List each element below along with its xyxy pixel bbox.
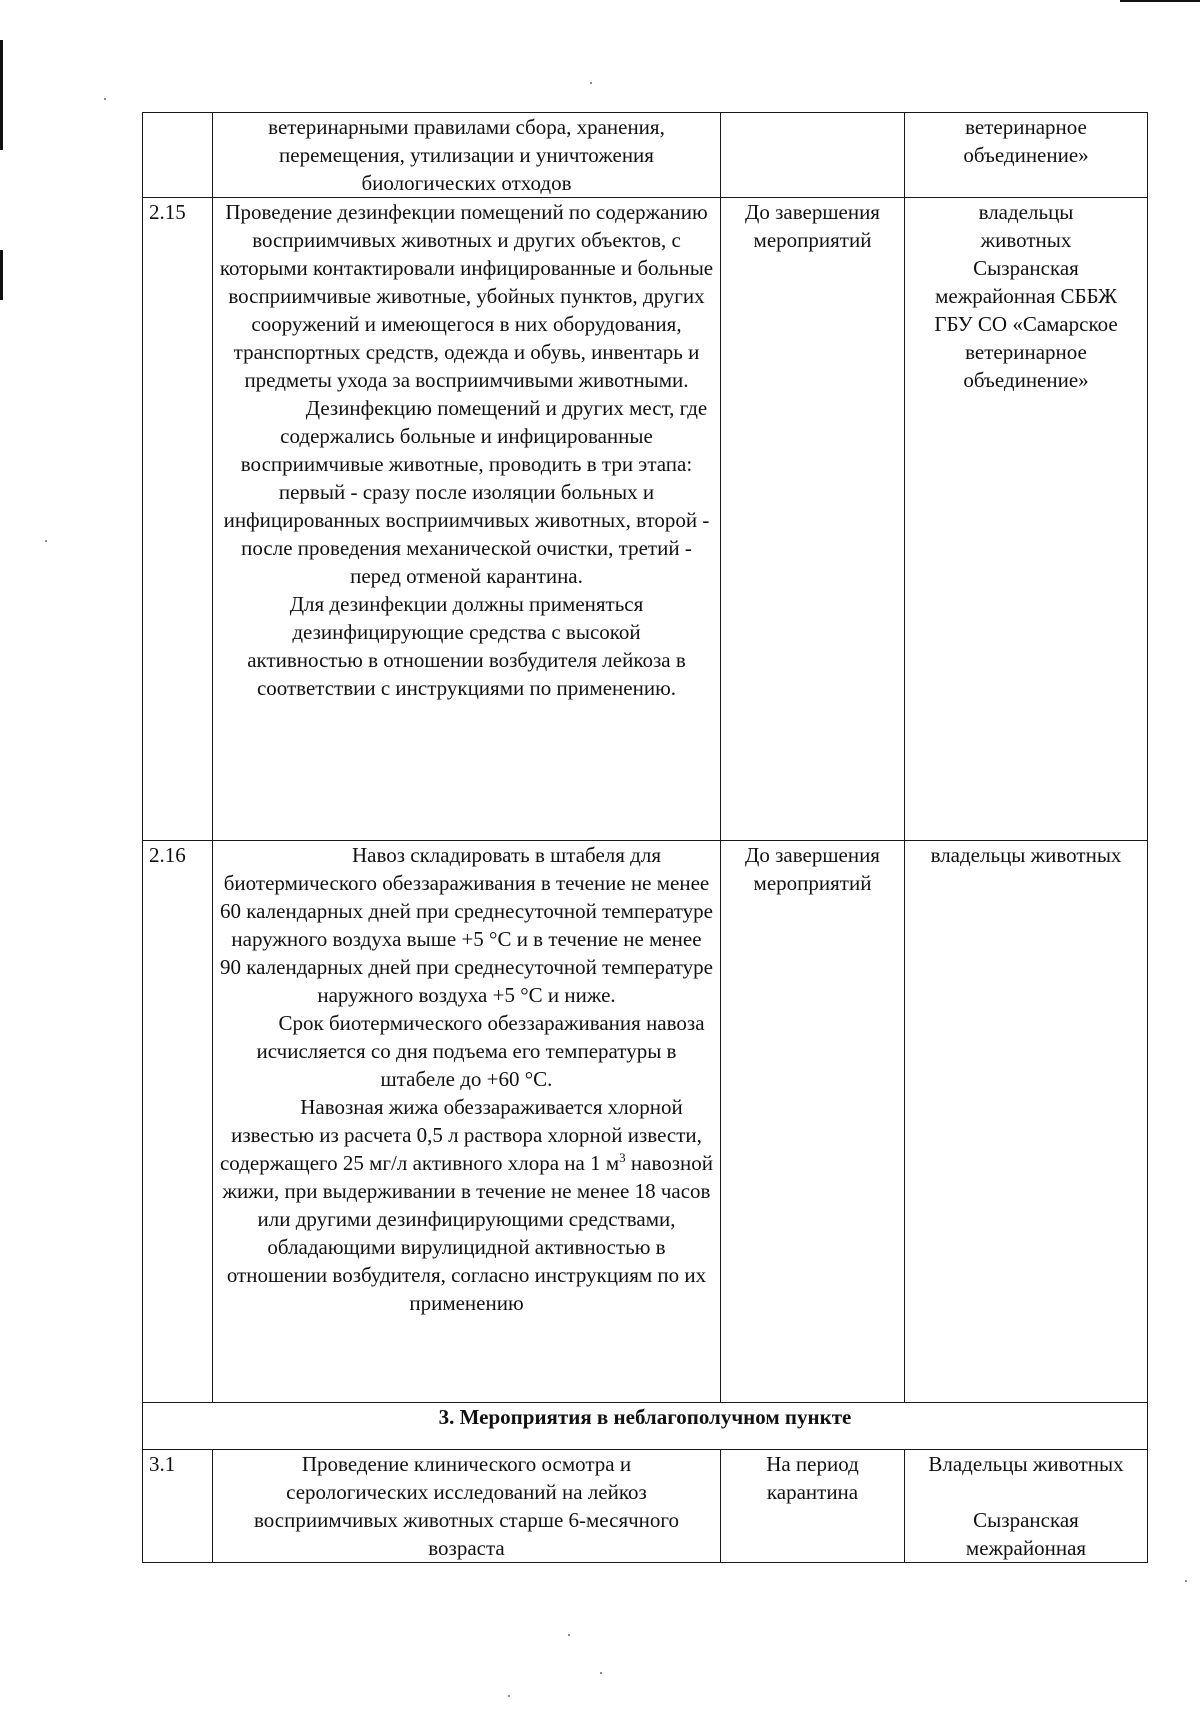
measure-paragraph: Срок биотермического обеззараживания навоза исчисляется со дня подъема его температуры в штабеле до +60 °С.: [256, 1011, 705, 1091]
table-row: [143, 1450, 1148, 1563]
measure-text: ветеринарными правилами сбора, хранения, перемещения, утилизации и уничтожения биологических отходов: [213, 113, 721, 198]
row-number: 2.16: [143, 841, 213, 1403]
deadline-cell: На период карантина: [721, 1450, 905, 1563]
deadline-cell: До завершения мероприятий: [721, 841, 905, 1403]
superscript: 3: [619, 1150, 626, 1165]
measure-paragraph: Для дезинфекции должны применяться дезинфицирующие средства с высокой активностью в отношении возбудителя лейкоза в соответствии с инструкциями по применению.: [247, 592, 686, 700]
deadline-cell: [721, 113, 905, 198]
row-number: [143, 113, 213, 198]
measures-table: [142, 112, 1148, 1563]
scan-edge-mark: [1120, 0, 1200, 2]
scan-edge-mark: [0, 40, 3, 150]
scan-speck: [1185, 1580, 1187, 1582]
measure-text: Проведение клинического осмотра и серологических исследований на лейкоз восприимчивых животных старше 6-месячного возраста: [213, 1450, 721, 1563]
row-number: 3.1: [143, 1450, 213, 1563]
section-header-row: [143, 1403, 1148, 1450]
scan-speck: [104, 98, 106, 100]
measure-text: [213, 841, 721, 1403]
scan-speck: [600, 1672, 602, 1674]
measure-paragraph: Дезинфекцию помещений и других мест, где содержались больные и инфицированные восприимчивые животные, проводить в три этапа: первый - сразу после изоляции больных и инфицированных восприимчивых животных, второй - после проведения механической очистки, третий - перед отменой карантина.: [223, 396, 710, 588]
responsible-cell: [905, 1450, 1148, 1563]
scan-speck: [590, 82, 592, 84]
deadline-cell: До завершения мероприятий: [721, 198, 905, 841]
measure-paragraph: [219, 1093, 714, 1317]
section-title: 3. Мероприятия в неблагополучном пункте: [143, 1403, 1148, 1450]
responsible-cell: владельцы животных Сызранская межрайонная СББЖ ГБУ СО «Самарское ветеринарное объединение»: [905, 198, 1148, 841]
table-row: [143, 841, 1148, 1403]
responsible-cell: ветеринарное объединение»: [905, 113, 1148, 198]
scan-speck: [45, 540, 47, 542]
measure-paragraph: Навоз складировать в штабеля для биотермического обеззараживания в течение не менее 60 календарных дней при среднесуточной температуре наружного воздуха выше +5 °С и в течение не менее 90 календарных дней при среднесуточной температуре наружного воздуха +5 °С и ниже.: [220, 843, 713, 1007]
scan-speck: [508, 1695, 510, 1697]
row-number: 2.15: [143, 198, 213, 841]
table-row: [143, 113, 1148, 198]
responsible-cell: владельцы животных: [905, 841, 1148, 1403]
scan-edge-mark: [0, 250, 3, 300]
responsible-line: Владельцы животных: [928, 1452, 1124, 1476]
responsible-line: Сызранская межрайонная: [965, 1508, 1087, 1560]
measure-text: [213, 198, 721, 841]
scan-speck: [568, 1634, 570, 1636]
measure-text-part: Навозная жижа обеззараживается хлорной известью из расчета 0,5 л раствора хлорной извести, содержащего 25 мг/л активного хлора на 1 м: [219, 1095, 702, 1175]
measure-text-part: навозной жижи, при выдерживании в течение не менее 18 часов или другими дезинфицирующими средствами, обладающими вирулицидной активностью в отношении возбудителя, согласно инструкциям по их применению: [222, 1151, 713, 1315]
table-row: [143, 198, 1148, 841]
measure-paragraph: Проведение дезинфекции помещений по содержанию восприимчивых животных и других объектов, с которыми контактировали инфицированные и больные восприимчивые животные, убойных пунктов, других сооружений и имеющегося в них оборудования, транспортных средств, одежда и обувь, инвентарь и предметы ухода за восприимчивыми животными.: [219, 200, 714, 392]
